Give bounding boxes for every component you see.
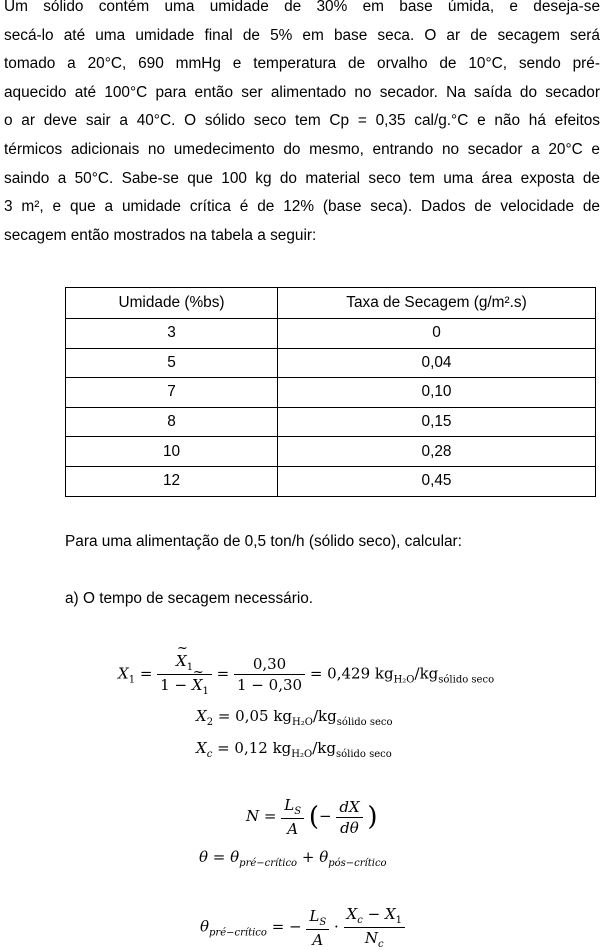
x2-sub-solid: sólido seco <box>336 717 393 728</box>
question-a: a) O tempo de secagem necessário. <box>65 590 314 607</box>
intro-line: 3 m², e que a umidade crítica é de 12% (base seca). Dados de velocidade de <box>4 198 600 216</box>
intro-line: térmicos adicionais no umedecimento do mesmo, entrando no secador a 20°C e <box>4 140 600 158</box>
xc-value: = 0,12 kg <box>217 739 292 757</box>
table-row <box>66 407 596 437</box>
x1-sub-water: H₂O <box>393 674 415 686</box>
moisture-cell: 10 <box>66 437 278 467</box>
moisture-cell: 8 <box>66 407 278 437</box>
sub-pre-critical-2: pré−crítico <box>209 927 267 939</box>
table-row <box>66 319 596 349</box>
rate-cell: 0 <box>278 319 596 349</box>
equation-xc: $X_c = 0,12$ $kg_{H_2O}/kg_{sólido seco}$ <box>196 739 392 760</box>
intro-line: secá-lo até uma umidade final de 5% em base seca. O ar de secagem será <box>4 26 600 44</box>
question-intro: Para uma alimentação de 0,5 ton/h (sólido seco), calcular: <box>65 533 462 550</box>
drying-rate-table <box>65 287 596 497</box>
fraction-x1-numeric: $\frac{0,30}{1 - 0,30}$ <box>234 655 305 694</box>
rate-cell: 0,45 <box>278 466 596 496</box>
column-header-drying-rate: Taxa de Secagem (g/m².s) <box>278 288 596 319</box>
table-row <box>66 348 596 378</box>
sub-post-critical: pós−crítico <box>328 858 387 869</box>
moisture-cell: 7 <box>66 378 278 408</box>
intro-line: tomado a 20°C, 690 mmHg e temperatura de orvalho de 10°C, sendo pré- <box>4 55 600 73</box>
equation-x1: $X_1$ = ~ $\frac{X_1}{1 - \sim X_1}$ = $\frac{0,30}{1 - 0,30}$ = 0,429 $kg_{H_2O}/kg_{sólido seco}$ <box>118 652 494 697</box>
rate-cell: 0,10 <box>278 378 596 408</box>
intro-line: secagem então mostrados na tabela a seguir: <box>4 226 317 244</box>
equation-pre-critical-time: $\theta_{pré-crítico}$ = − $\frac{L_S}{A}$ · $\frac{X_c - X_1}{N_c}$ <box>200 905 405 950</box>
moisture-cell: 5 <box>66 348 278 378</box>
x2-sub-water: H₂O <box>292 717 313 728</box>
x1-slash: /kg <box>414 664 439 683</box>
equation-drying-rate: N = $\frac{L_S}{A}$ (− $\frac{dX}{d\theta}$ ) <box>246 796 378 838</box>
xc-sub-solid: sólido seco <box>335 749 392 760</box>
table-header-row <box>66 288 596 319</box>
moisture-cell: 3 <box>66 319 278 349</box>
problem-statement <box>4 0 600 250</box>
xc-slash: /kg <box>312 739 336 757</box>
fraction-x1-symbolic: ~ $\frac{X_1}{1 - \sim X_1}$ <box>157 652 212 697</box>
intro-line: Um sólido contém uma umidade de 30% em base úmida, e deseja-se <box>4 0 600 15</box>
rate-cell: 0,15 <box>278 407 596 437</box>
table-row <box>66 437 596 467</box>
intro-line: aquecido até 100°C para então ser alimentado no secador. Na saída do secador <box>4 83 600 101</box>
equation-total-time: $\theta = \theta_{pré-crítico} + \theta_{pós-crítico}$ <box>199 848 387 869</box>
x1-sub-solid: sólido seco <box>438 674 495 686</box>
x1-result: = 0,429 kg <box>309 664 394 683</box>
moisture-cell: 12 <box>66 466 278 496</box>
x2-value: = 0,05 kg <box>217 707 293 725</box>
table-row <box>66 378 596 408</box>
xc-sub-water: H₂O <box>291 749 313 760</box>
equation-x2: $X_2 = 0,05$ $kg_{H_2O}/kg_{sólido seco}$ <box>196 707 393 728</box>
intro-line: saindo a 50°C. Sabe-se que 100 kg do material seco tem uma área exposta de <box>4 169 600 187</box>
rate-cell: 0,04 <box>278 348 596 378</box>
table-row <box>66 466 596 496</box>
x2-slash: /kg <box>312 707 337 725</box>
rate-cell: 0,28 <box>278 437 596 467</box>
column-header-moisture: Umidade (%bs) <box>66 288 278 319</box>
intro-line: o ar deve sair a 40°C. O sólido seco tem Cp = 0,35 cal/g.°C e não há efeitos <box>4 112 600 130</box>
sub-pre-critical: pré−crítico <box>239 858 298 869</box>
